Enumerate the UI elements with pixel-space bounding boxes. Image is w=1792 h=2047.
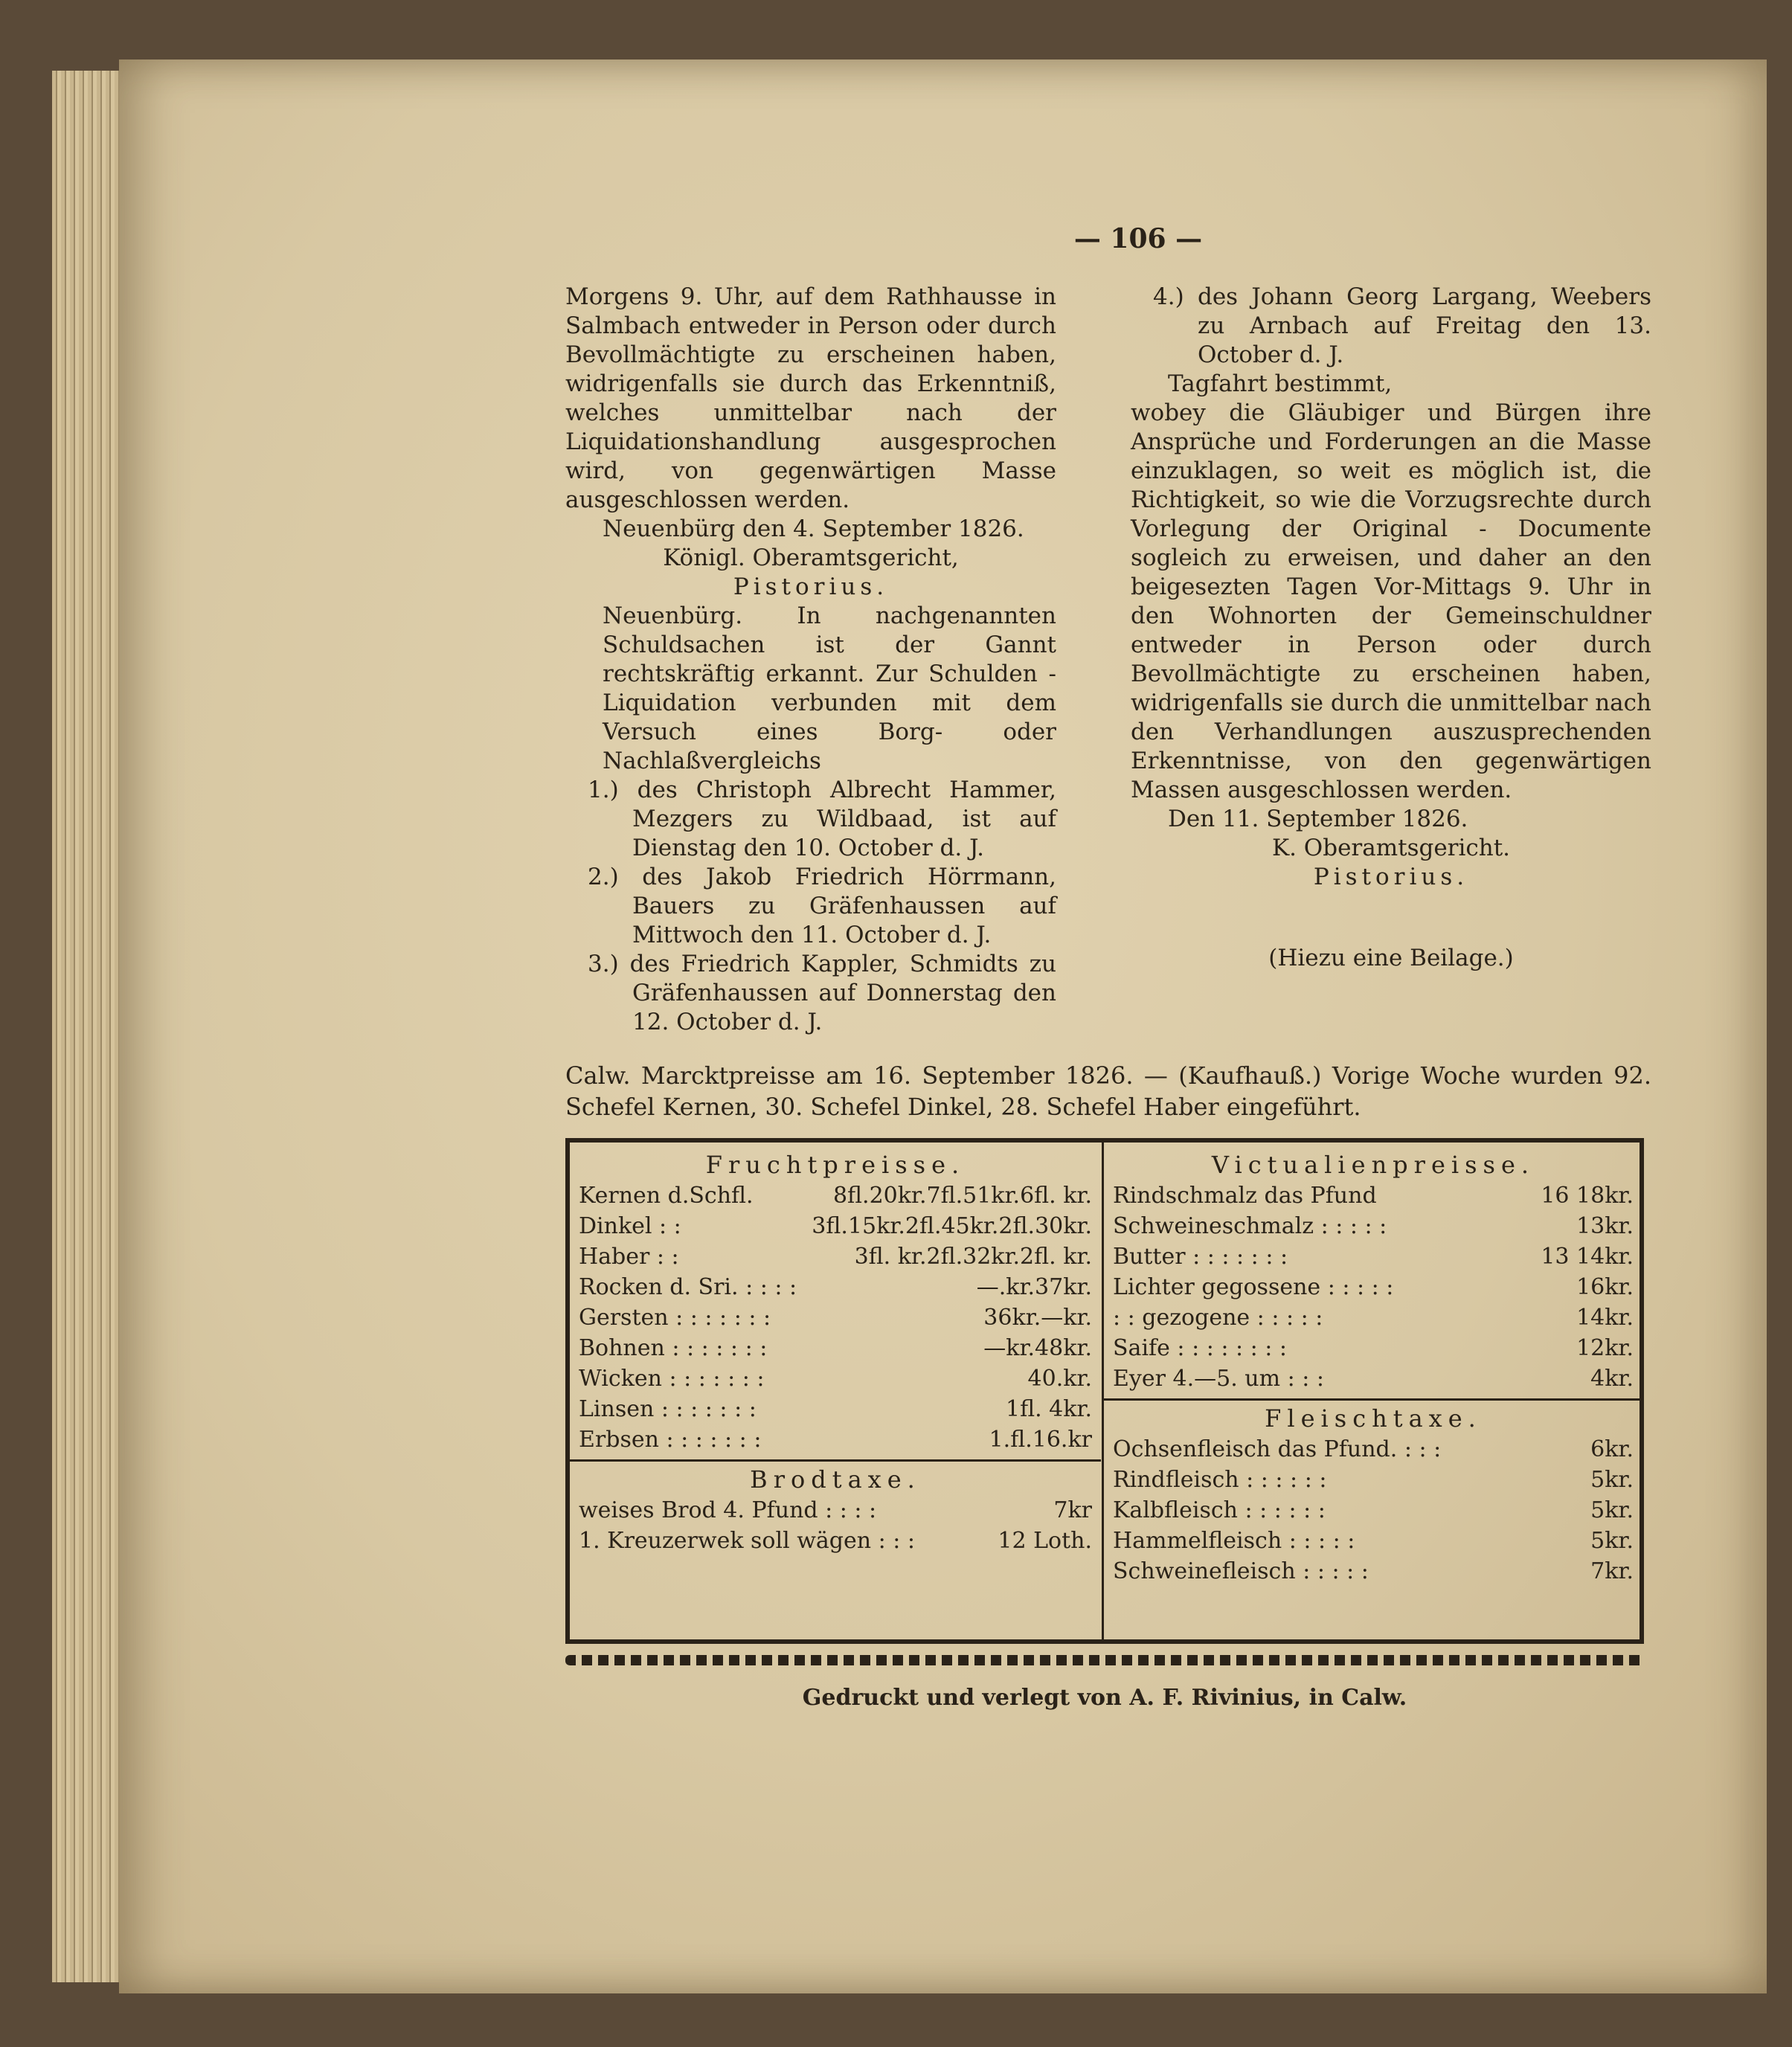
price-value: 7kr. — [1590, 1558, 1634, 1584]
price-table — [565, 1138, 1644, 1644]
brodtaxe-rows — [579, 1495, 1092, 1556]
price-item: Kalbfleisch : : : : : : — [1113, 1497, 1326, 1523]
price-row — [579, 1241, 1092, 1272]
fruchtpreisse-title: Fruchtpreisse. — [705, 1151, 966, 1179]
table-divider — [1102, 1143, 1104, 1639]
price-row — [579, 1302, 1092, 1333]
price-item: Schweineschmalz : : : : : — [1113, 1213, 1387, 1239]
price-row — [579, 1272, 1092, 1302]
price-value: 14kr. — [1576, 1305, 1634, 1331]
price-row — [579, 1526, 1092, 1556]
price-item: Eyer 4.—5. um : : : — [1113, 1366, 1324, 1392]
price-row — [579, 1394, 1092, 1424]
right-price-pane — [1113, 1150, 1634, 1587]
price-value: 13 14kr. — [1541, 1244, 1634, 1270]
price-item: Rocken d. Sri. : : : : — [579, 1274, 797, 1300]
left-court: Königl. Oberamtsgericht, — [663, 544, 959, 571]
left-item-1: 1.) des Christoph Albrecht Hammer, Mezgers zu Wildbaad, ist auf Dienstag den 10. October d. J. — [588, 777, 1056, 861]
price-value: —kr.48kr. — [983, 1335, 1092, 1361]
price-item: Ochsenfleisch das Pfund. : : : — [1113, 1436, 1442, 1462]
price-row — [579, 1211, 1092, 1241]
price-item: Linsen : : : : : : : — [579, 1396, 757, 1422]
price-row — [579, 1180, 1092, 1211]
fruchtpreisse-rows — [579, 1180, 1092, 1455]
price-item: Gersten : : : : : : : — [579, 1305, 771, 1331]
price-value: 6kr. — [1590, 1436, 1634, 1462]
right-court: K. Oberamtsgericht. — [1271, 835, 1511, 861]
price-item: Schweinefleisch : : : : : — [1113, 1558, 1369, 1584]
left-paragraph-1: Morgens 9. Uhr, auf dem Rathhausse in Salmbach entweder in Person oder durch Bevollmächtigte zu erscheinen haben, widrigenfalls sie durch das Erkenntniß, welches unmittelbar nach der Liquidationshandlung ausgesprochen wird, von gegenwärtigen Masse ausgeschlossen werden. — [565, 283, 1056, 513]
price-row — [1113, 1180, 1634, 1211]
beilage-note: (Hiezu eine Beilage.) — [1268, 945, 1514, 971]
printer-imprint: Gedruckt und verlegt von A. F. Rivinius, in Calw. — [802, 1685, 1407, 1711]
left-date: Neuenbürg den 4. September 1826. — [603, 515, 1024, 542]
price-value: 5kr. — [1590, 1467, 1634, 1493]
price-row — [1113, 1556, 1634, 1587]
price-value: 5kr. — [1590, 1497, 1634, 1523]
right-paragraph-1: wobey die Gläubiger und Bürgen ihre Ansprüche und Forderungen an die Masse einzuklagen, so weit es möglich ist, die Richtigkeit, so wie die Vorzugsrechte durch Vorlegung der Original - Documente sogleich zu erweisen, und daher an den beigesezten Tagen Vor-Mittags 9. Uhr in den Wohnorten der Gemeinschuldner entweder in Person oder durch Bevollmächtigte zu erscheinen haben, widrigenfalls sie durch die unmittelbar nach den Verhandlungen auszusprechenden Erkenntnisse, von den gegenwärtigen Massen ausgeschlossen werden. — [1131, 399, 1651, 803]
price-value: 3fl.15kr.2fl.45kr.2fl.30kr. — [812, 1213, 1092, 1239]
price-row — [1113, 1526, 1634, 1556]
price-value: —.kr.37kr. — [976, 1274, 1092, 1300]
price-value: 12 Loth. — [998, 1528, 1092, 1554]
price-value: 5kr. — [1590, 1528, 1634, 1554]
price-item: Lichter gegossene : : : : : — [1113, 1274, 1394, 1300]
price-row — [1113, 1272, 1634, 1302]
price-item: Saife : : : : : : : : — [1113, 1335, 1288, 1361]
victualienpreisse-title: Victualienpreisse. — [1211, 1151, 1535, 1179]
left-paragraph-2: Neuenbürg. In nachgenannten Schuldsachen ist der Gannt rechtskräftig erkannt. Zur Schulden - Liquidation verbunden mit dem Versuch eines Borg- oder Nachlaßvergleichs — [603, 602, 1056, 774]
price-value: 7kr — [1053, 1497, 1092, 1523]
price-row — [579, 1363, 1092, 1394]
section-divider — [1104, 1398, 1642, 1401]
price-item: Hammelfleisch : : : : : — [1113, 1528, 1355, 1554]
price-item: 1. Kreuzerwek soll wägen : : : — [579, 1528, 915, 1554]
section-divider — [570, 1459, 1101, 1462]
price-item: Dinkel : : — [579, 1213, 681, 1239]
price-row — [1113, 1434, 1634, 1465]
price-row — [1113, 1211, 1634, 1241]
price-row — [1113, 1302, 1634, 1333]
right-item-4: 4.) des Johann Georg Largang, Weebers zu Arnbach auf Freitag den 13. October d. J. — [1153, 283, 1651, 368]
left-column — [565, 283, 1056, 1037]
price-item: Butter : : : : : : : — [1113, 1244, 1288, 1270]
price-value: 40.kr. — [1027, 1366, 1092, 1392]
price-value: 4kr. — [1590, 1366, 1634, 1392]
price-row — [1113, 1465, 1634, 1495]
price-value: 8fl.20kr.7fl.51kr.6fl. kr. — [832, 1183, 1092, 1209]
left-signer: Pistorius. — [733, 573, 889, 600]
fleischtaxe-title: Fleischtaxe. — [1265, 1404, 1482, 1433]
left-item-2: 2.) des Jakob Friedrich Hörrmann, Bauers zu Gräfenhaussen auf Mittwoch den 11. October d. J. — [588, 864, 1056, 948]
price-item: Bohnen : : : : : : : — [579, 1335, 768, 1361]
price-item: Erbsen : : : : : : : — [579, 1427, 762, 1453]
right-tagfahrt: Tagfahrt bestimmt, — [1168, 370, 1393, 397]
price-value: 16kr. — [1576, 1274, 1634, 1300]
price-value: 13kr. — [1576, 1213, 1634, 1239]
price-row — [1113, 1363, 1634, 1394]
price-item: weises Brod 4. Pfund : : : : — [579, 1497, 877, 1523]
left-price-pane — [579, 1150, 1092, 1556]
price-value: 16 18kr. — [1541, 1183, 1634, 1209]
price-value: 1fl. 4kr. — [1005, 1396, 1092, 1422]
right-signer: Pistorius. — [1313, 864, 1469, 890]
price-item: Rindfleisch : : : : : : — [1113, 1467, 1327, 1493]
price-row — [579, 1333, 1092, 1363]
fleischtaxe-rows — [1113, 1434, 1634, 1587]
brodtaxe-title: Brodtaxe. — [750, 1465, 921, 1494]
price-value: 3fl. kr.2fl.32kr.2fl. kr. — [854, 1244, 1092, 1270]
price-value: 1.fl.16.kr — [989, 1427, 1092, 1453]
page-content — [565, 223, 1651, 1711]
ornamental-rule — [565, 1655, 1644, 1665]
page-number: — 106 — — [1073, 223, 1203, 254]
price-row — [579, 1495, 1092, 1526]
price-row — [579, 1424, 1092, 1455]
right-date: Den 11. September 1826. — [1168, 806, 1468, 832]
price-item: Haber : : — [579, 1244, 679, 1270]
price-value: 36kr.—kr. — [983, 1305, 1092, 1331]
victualienpreisse-rows — [1113, 1180, 1634, 1394]
price-row — [1113, 1333, 1634, 1363]
price-row — [1113, 1241, 1634, 1272]
price-value: 12kr. — [1576, 1335, 1634, 1361]
price-item: Rindschmalz das Pfund — [1113, 1183, 1377, 1209]
price-item: Wicken : : : : : : : — [579, 1366, 765, 1392]
right-column — [1131, 283, 1651, 973]
price-item: Kernen d.Schfl. — [579, 1183, 754, 1209]
left-item-3: 3.) des Friedrich Kappler, Schmidts zu Gräfenhaussen auf Donnerstag den 12. October d. J. — [588, 951, 1056, 1035]
price-item: : : gezogene : : : : : — [1113, 1305, 1323, 1331]
calw-market-notice: Calw. Marcktpreisse am 16. September 1826. — (Kaufhauß.) Vorige Woche wurden 92. Schefel Kernen, 30. Schefel Dinkel, 28. Schefel Haber eingeführt. — [565, 1061, 1651, 1121]
price-row — [1113, 1495, 1634, 1526]
